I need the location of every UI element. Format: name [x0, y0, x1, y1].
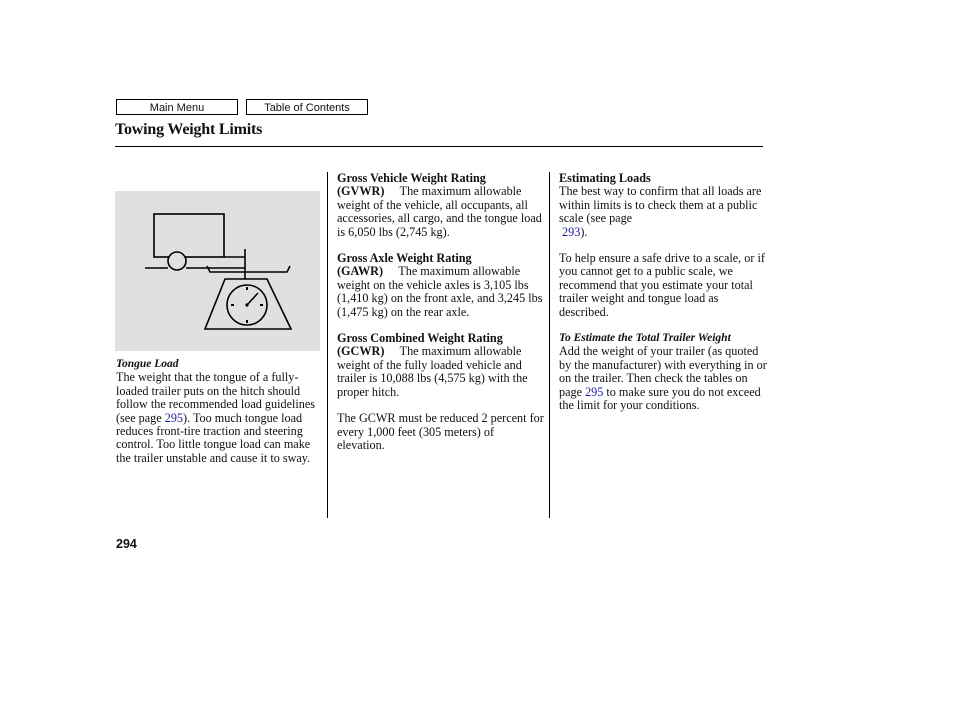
gawr-heading: Gross Axle Weight Rating	[337, 251, 472, 266]
page-title: Towing Weight Limits	[115, 121, 263, 138]
main-menu-button[interactable]: Main Menu	[116, 99, 238, 115]
column-divider-1	[327, 172, 328, 518]
tongue-load-text: The weight that the tongue of a fully-loaded trailer puts on the hitch should follow the recommended load guidelines (see page 295). Too much tongue load reduces front-tire traction and steering control. Too little tongue load can make the trailer unstable and cause it to sway.	[116, 370, 316, 465]
estimate-trailer-weight-heading: To Estimate the Total Trailer Weight	[559, 332, 731, 345]
estimate-trailer-weight-text: Add the weight of your trailer (as quoted by the manufacturer) with everything in or on the trailer. Then check the tables on page 295 to make sure you do not exceed the limit for your conditions.	[559, 344, 767, 413]
gcwr-heading: Gross Combined Weight Rating	[337, 331, 503, 346]
gvwr-heading: Gross Vehicle Weight Rating	[337, 171, 486, 185]
gawr-paragraph: Gross Axle Weight Rating (GAWR) The maximum allowable weight on the vehicle axles is 3,105 lbs (1,410 kg) on the front axle, and 3,245 lbs (1,475 kg) on the rear axle.	[337, 251, 543, 319]
title-divider	[115, 146, 763, 147]
page-link-295[interactable]: 295	[164, 410, 184, 425]
gcwr-paragraph: Gross Combined Weight Rating (GCWR) The maximum allowable weight of the fully loaded vehicle and trailer is 10,088 lbs (4,575 kg) with the proper hitch.	[337, 331, 528, 399]
tongue-load-section	[116, 358, 324, 465]
estimating-loads-heading: Estimating Loads	[559, 171, 651, 185]
table-of-contents-button[interactable]: Table of Contents	[246, 99, 368, 115]
column-divider-2	[549, 172, 550, 518]
estimating-loads-section	[559, 172, 767, 413]
page-link-295-b[interactable]: 295	[585, 384, 604, 399]
tongue-load-heading: Tongue Load	[116, 358, 179, 370]
weight-ratings-section	[337, 172, 544, 452]
estimating-loads-text: The best way to confirm that all loads are within limits is to check them at a public scale (see page 293).	[559, 184, 762, 239]
scale-advice-text: To help ensure a safe drive to a scale, or if you cannot get to a public scale, we recommend that you estimate your total trailer weight and tongue load as described.	[559, 251, 765, 319]
page-number: 294	[116, 537, 137, 551]
trailer-on-scale-icon	[115, 191, 320, 351]
gvwr-paragraph: Gross Vehicle Weight Rating (GVWR) The maximum allowable weight of the vehicle, all occupants, all accessories, all cargo, and the tongue load is 6,050 lbs (2,745 kg).	[337, 171, 542, 239]
gvwr-abbr: (GVWR)	[337, 184, 385, 199]
page-link-293[interactable]: 293	[562, 224, 581, 239]
gawr-abbr: (GAWR)	[337, 264, 384, 279]
tongue-load-scale-illustration	[115, 191, 320, 351]
gcwr-abbr: (GCWR)	[337, 344, 385, 359]
gcwr-elevation-note: The GCWR must be reduced 2 percent for every 1,000 feet (305 meters) of elevation.	[337, 411, 544, 452]
